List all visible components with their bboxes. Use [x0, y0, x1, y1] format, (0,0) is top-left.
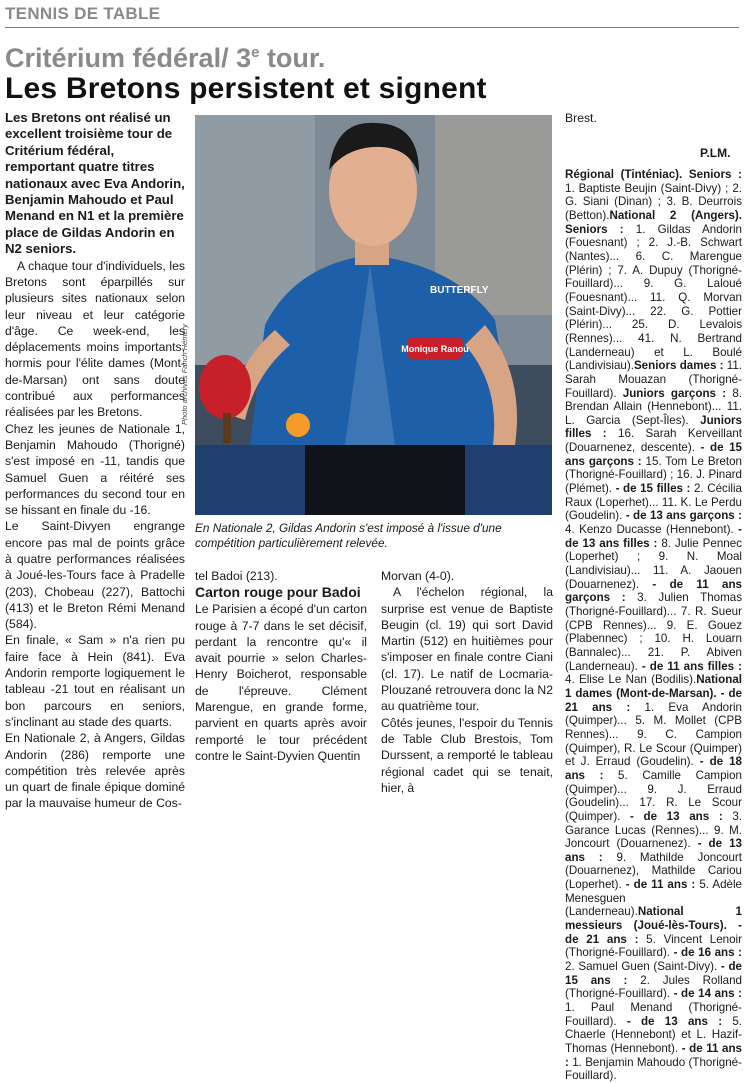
paragraph: Chez les jeunes de Nationale 1, Benjamin Mahoudo (Thorigné) s'est imposé en -11, tandis que Samuel Guen a réitéré ses performances du second tour en se hissant en finale du -16.: [5, 421, 185, 518]
result-category: - de 11 ans filles :: [641, 659, 743, 673]
result-category: - de 15 ans garçons :: [565, 441, 742, 468]
result-entries: 15. Tom Le Breton (Thorigné-Fouillard) ; 16. J. Pinard (Plémet).: [565, 454, 742, 496]
section-rubric: TENNIS DE TABLE: [5, 4, 161, 23]
result-entries: 5. Chaerle (Hennebont) et L. Hazif-Thomas (Hennebont).: [565, 1014, 743, 1055]
paragraph: Brest.: [565, 111, 597, 125]
result-category: - de 15 ans :: [565, 960, 742, 987]
result-entries: 2. Cécilia Raux (Loperhet)... 11. K. Le Perdu (Goudelin).: [565, 482, 743, 523]
sponsor-badge: Monique Ranou: [401, 344, 469, 354]
sponsor-logo: BUTTERFLY: [430, 285, 489, 296]
result-category: - de 11 ans :: [565, 1042, 742, 1069]
player-illustration: [195, 115, 552, 515]
result-category: - de 13 ans :: [630, 809, 723, 823]
result-entries: 1. Baptiste Beujin (Saint-Divy) ; 2. G. Siani (Dinan) ; 3. B. Deurrois (Betton).: [565, 181, 742, 222]
result-category: - de 13 ans :: [626, 1014, 723, 1028]
paragraph: A chaque tour d'individuels, les Bretons sont éparpillés sur plusieurs sites nationaux selon leur niveau et leur catégorie d'âge. Ce week-end, les déplacements moins importants, hormis pour l'élite dames (Mont-de-Marsan) ont sans doute contribué aux performances réalisées par les Bretons.: [5, 258, 185, 420]
paragraph: En finale, « Sam » n'a rien pu faire face à Hein (841). Eva Andorin remporte logiquement le tableau -21 tout en réalisant un bon parcours en seniors, s'inclinant au stade des quarts.: [5, 633, 185, 729]
article-kicker: Critérium fédéral/ 3e tour.: [5, 43, 326, 73]
result-category: - de 11 ans :: [625, 878, 696, 892]
results-box: [565, 168, 742, 1083]
result-category: National 2 (Angers). Seniors :: [565, 208, 742, 236]
article-photo: [195, 115, 552, 515]
result-entries: 9. Mathilde Joncourt (Douarnenez), Mathilde Cariou (Loperhet).: [565, 850, 742, 892]
result-entries: 1. Gildas Andorin (Fouesnant) ; 2. J.-B. Schwart (Nantes)... 6. C. Marengue (Plérin) ; 7. A. Dupuy (Thorigné-Fouillard)... 9. G. Laloué (Fouesnant)... 11. Q. Morvan (Saint-Divy)... 22. G. Pottier (Plérin)... 25. D. Levalois (Rennes)... 41. N. Bertrand (Landerneau) et L. Boulé (Landivisiau).: [565, 222, 742, 373]
result-entries: 1. Eva Andorin (Quimper)... 5. M. Mollet (CPB Rennes)... 9. C. Campion (Quimper), R. Le Scour (Quimper) et J. Erraud (Goudelin).: [565, 700, 742, 769]
result-category: Seniors dames :: [633, 359, 724, 373]
result-entries: 2. Jules Rolland (Thorigné-Fouillard).: [565, 973, 742, 1001]
result-entries: 16. Sarah Kerveillant (Douarnenez, descente).: [565, 427, 742, 455]
paragraph: tel Badoi (213).: [195, 569, 278, 583]
paragraph: Morvan (4-0).: [381, 569, 455, 583]
result-entries: 3. Garance Lucas (Rennes)... 9. M. Joncourt (Douarnenez).: [565, 809, 742, 851]
result-category: - de 18 ans :: [565, 755, 742, 782]
column-3: [381, 568, 553, 796]
result-entries: 11. Sarah Mouazan (Thorigné-Fouillard).: [565, 359, 743, 400]
paragraph: En Nationale 2, à Angers, Gildas Andorin (286) remporte une compétition très relevée après un quart de finale épique dominé par la mauvaise humeur de Cos-: [5, 731, 185, 811]
result-entries: 2. Samuel Guen (Saint-Divy).: [565, 960, 721, 974]
column-1: [5, 110, 185, 812]
result-entries: 1. Paul Menand (Thorigné-Fouillard).: [565, 1001, 742, 1028]
column-4: [565, 110, 742, 126]
result-entries: 4. Elise Le Nan (Bodilis).: [565, 673, 697, 687]
article-lead: Les Bretons ont réalisé un excellent troisième tour de Critérium fédéral, remportant quatre titres nationaux avec Eva Andorin, Benjamin Mahoudo et Paul Menand en N1 et la première place de Gildas Andorin en N2 seniors.: [5, 110, 185, 257]
result-entries: 4. Kenzo Ducasse (Hennebont).: [565, 523, 739, 537]
result-category: National 1 dames (Mont-de-Marsan). - de 21 ans :: [565, 673, 742, 714]
photo-credit: Photo archives Fanch Hémery: [180, 324, 189, 425]
result-entries: 5. Adèle Menesguen (Landerneau).: [565, 878, 743, 919]
result-entries: 8. Brendan Allain (Hennebont)... 11. L. Garcia (Sept-Îles).: [565, 386, 742, 427]
result-entries: 1. Benjamin Mahoudo (Thorigné-Fouillard).: [565, 1055, 742, 1083]
result-category: - de 13 ans filles :: [565, 523, 742, 550]
photo-caption: En Nationale 2, Gildas Andorin s'est imposé à l'issue d'une compétition particulièrement relevée.: [195, 521, 502, 550]
article-headline: Les Bretons persistent et signent: [5, 72, 487, 105]
result-category: - de 13 ans garçons :: [625, 509, 742, 523]
result-entries: 3. Julien Thomas (Thorigné-Fouillard)... 7. R. Sueur (CPB Rennes)... 9. E. Gouez (Plabennec) ; 10. H. Louarn (Bannalec)... 21. P. Abiven (Landerneau).: [565, 591, 742, 673]
paragraph: A l'échelon régional, la surprise est venue de Baptiste Beugin (cl. 19) qui sort David Martin (512) en huitièmes pour s'imposer en finale contre Ciani (cl. 17). Le natif de Locmaria-Plouzané retrouvera donc la N2 au quatrième tour.: [381, 585, 553, 714]
result-category: - de 16 ans :: [673, 946, 742, 960]
result-category: Juniors garçons :: [622, 386, 727, 400]
intertitle: Carton rouge pour Badoi: [195, 584, 361, 601]
result-category: National 1 messieurs (Joué-lès-Tours). - de 21 ans :: [565, 905, 742, 946]
result-category: Régional (Tinténiac). Seniors :: [565, 168, 742, 181]
paragraph: Côtés jeunes, l'espoir du Tennis de Table Club Brestois, Tom Durssent, a remporté le tableau régional cadet qui se tenait, hier, à: [381, 715, 553, 795]
header-rule: [5, 27, 739, 28]
result-category: - de 13 ans :: [565, 837, 742, 864]
result-entries: 5. Vincent Lenoir (Thorigné-Fouillard).: [565, 932, 742, 960]
result-entries: 5. Camille Campion (Quimper)... 9. J. Erraud (Goudelin)... 17. R. Le Scour (Quimper).: [565, 768, 742, 823]
author-signature: P.LM.: [700, 146, 731, 160]
column-2: [195, 568, 367, 764]
paragraph: Le Parisien a écopé d'un carton rouge à 7-7 dans le set décisif, perdant la rencontre qu'« il avait pourrie » selon Charles-Henry Boicherot, responsable de l'épreuve. Clément Marengue, en grande forme, parvient en quarts après avoir remporté le tour précédent contre le Saint-Dyvien Quentin: [195, 602, 367, 763]
result-category: - de 11 ans garçons :: [565, 577, 742, 605]
result-entries: 8. Julie Pennec (Loperhet) ; 9. N. Moal (Landivisiau)... 11. A. Jaouen (Douarnenez).: [565, 536, 742, 591]
result-category: - de 14 ans :: [673, 987, 742, 1001]
result-category: Juniors filles :: [565, 413, 742, 441]
paragraph: Le Saint-Divyen engrange encore pas mal de points grâce à quatre performances réalisées à Joué-les-Tours face à Pradelle (203), Chobeau (227), Battochi (413) et le Breton Rémi Menand (584).: [5, 519, 185, 632]
result-category: - de 15 filles :: [615, 482, 691, 496]
